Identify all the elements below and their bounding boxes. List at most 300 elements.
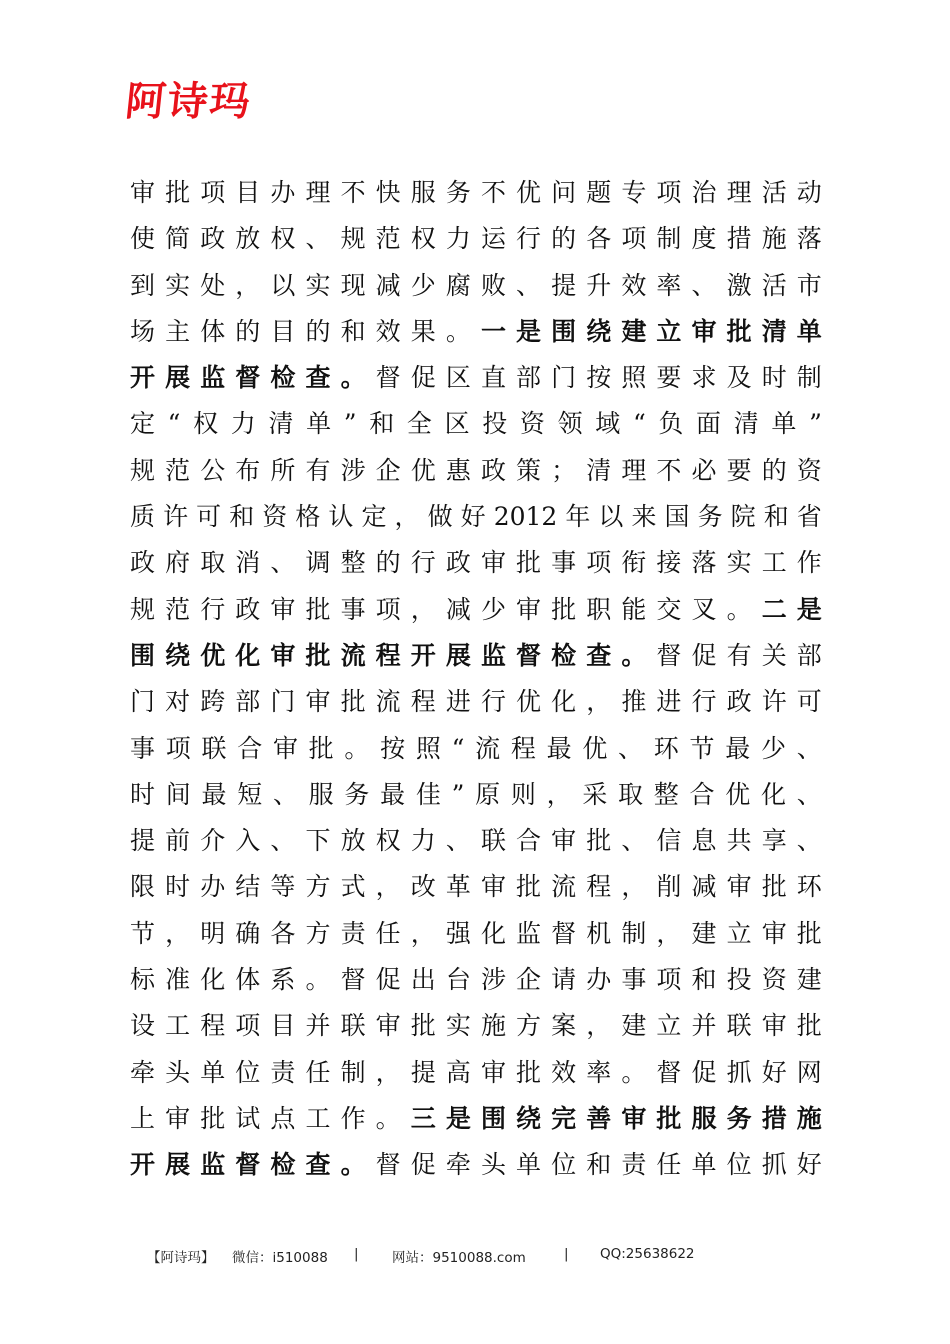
text-glyph: 抓 <box>761 1150 787 1180</box>
text-glyph: 批 <box>516 1057 542 1087</box>
text-glyph: 批 <box>305 594 331 624</box>
text-glyph: 点 <box>270 1103 296 1133</box>
text-glyph: 按 <box>380 733 406 763</box>
text-glyph: ， <box>410 594 436 624</box>
text-glyph: 少 <box>480 594 506 624</box>
text-line <box>130 726 822 772</box>
text-glyph: 最 <box>380 779 406 809</box>
text-glyph: 事 <box>340 594 366 624</box>
text-glyph: 交 <box>656 594 682 624</box>
text-glyph: 限 <box>130 872 156 902</box>
text-glyph: 联 <box>340 1011 366 1041</box>
text-glyph: ， <box>586 687 612 717</box>
text-glyph: 式 <box>340 872 366 902</box>
text-glyph: 并 <box>691 1011 717 1041</box>
text-glyph: 行 <box>516 224 542 254</box>
text-glyph: 消 <box>235 548 261 578</box>
text-glyph: 落 <box>796 224 822 254</box>
text-glyph: 项 <box>656 178 682 207</box>
text-glyph: 准 <box>165 965 191 995</box>
text-glyph: 督 <box>551 918 577 948</box>
text-glyph: 请 <box>551 965 577 995</box>
text-glyph: 的 <box>235 316 261 346</box>
text-glyph: 来 <box>631 502 657 532</box>
text-glyph: ， <box>235 270 261 300</box>
text-glyph: 处 <box>200 270 226 300</box>
text-glyph: 信 <box>656 826 682 856</box>
text-glyph: 院 <box>730 502 756 532</box>
text-glyph: 、 <box>445 826 471 856</box>
text-glyph: 机 <box>586 918 612 948</box>
text-glyph: 化 <box>760 779 786 809</box>
text-glyph: 减 <box>691 872 717 902</box>
text-glyph: 网 <box>796 1057 822 1087</box>
text-glyph: 理 <box>305 178 331 207</box>
text-glyph: 力 <box>230 409 256 439</box>
text-glyph: 责 <box>340 918 366 948</box>
text-glyph: 力 <box>410 826 436 856</box>
text-glyph: 实 <box>305 270 331 300</box>
text-glyph: 的 <box>305 316 331 346</box>
text-glyph: 工 <box>761 548 787 578</box>
text-glyph: 使 <box>130 224 156 254</box>
text-glyph: 责 <box>270 1057 296 1087</box>
text-glyph: 领 <box>557 409 583 439</box>
text-glyph: 制 <box>340 1057 366 1087</box>
text-glyph: 强 <box>445 918 471 948</box>
text-glyph: 头 <box>480 1150 506 1180</box>
text-glyph: 结 <box>235 872 261 902</box>
text-glyph: 设 <box>130 1011 156 1041</box>
text-glyph: 好 <box>796 1150 822 1180</box>
text-glyph: 检 <box>551 640 577 670</box>
text-glyph: 效 <box>551 1057 577 1087</box>
text-glyph: 审 <box>270 640 296 670</box>
text-glyph: 节 <box>689 733 715 763</box>
text-glyph: 牵 <box>445 1150 471 1180</box>
text-glyph: 流 <box>551 872 577 902</box>
text-glyph: 定 <box>361 502 387 532</box>
text-glyph: 标 <box>130 965 156 995</box>
text-glyph: 展 <box>445 640 471 670</box>
text-glyph: 批 <box>726 316 752 346</box>
text-glyph: 不 <box>480 178 506 207</box>
text-glyph: 区 <box>444 409 470 439</box>
text-glyph: 部 <box>516 363 542 393</box>
text-glyph: 、 <box>796 826 822 856</box>
text-glyph: 是 <box>796 594 822 624</box>
text-glyph: 台 <box>445 965 471 995</box>
text-glyph: 行 <box>691 687 717 717</box>
text-glyph: 时 <box>761 363 787 393</box>
text-glyph: 批 <box>200 1103 226 1133</box>
text-glyph: 合 <box>516 826 542 856</box>
text-glyph: 审 <box>270 594 296 624</box>
text-glyph: 单 <box>796 316 822 346</box>
text-glyph: 位 <box>235 1057 261 1087</box>
text-line <box>130 679 822 725</box>
text-glyph: 减 <box>445 594 471 624</box>
text-glyph: 促 <box>410 363 436 393</box>
text-glyph: 问 <box>551 178 577 207</box>
text-glyph: 项 <box>375 594 401 624</box>
text-glyph: 环 <box>796 872 822 902</box>
text-glyph: 和 <box>691 965 717 995</box>
text-glyph: 少 <box>760 733 786 763</box>
text-glyph: 国 <box>664 502 690 532</box>
text-glyph: 审 <box>551 826 577 856</box>
text-glyph: 照 <box>415 733 441 763</box>
text-glyph: 批 <box>410 1011 436 1041</box>
text-glyph: 目 <box>270 316 296 346</box>
text-line <box>130 864 822 910</box>
text-glyph: 单 <box>516 1150 542 1180</box>
text-line <box>130 216 822 262</box>
text-glyph: 办 <box>586 965 612 995</box>
text-glyph: 的 <box>375 548 401 578</box>
text-glyph: 区 <box>445 363 471 393</box>
text-glyph: 监 <box>516 918 542 948</box>
text-line <box>130 772 822 818</box>
text-glyph: 展 <box>165 1150 191 1180</box>
text-glyph: 批 <box>656 1103 682 1133</box>
text-glyph: 做 <box>427 502 453 532</box>
text-glyph: 、 <box>796 779 822 809</box>
text-glyph: ， <box>656 918 682 948</box>
text-glyph: 办 <box>270 178 296 207</box>
text-glyph: 批 <box>308 733 334 763</box>
text-glyph: 行 <box>200 594 226 624</box>
text-line <box>130 355 822 401</box>
text-glyph: 监 <box>200 1150 226 1180</box>
text-glyph: 行 <box>410 548 436 578</box>
text-glyph: 对 <box>165 687 191 717</box>
text-glyph: 入 <box>235 826 261 856</box>
text-glyph: 促 <box>410 1150 436 1180</box>
text-glyph: 投 <box>482 409 508 439</box>
text-glyph: 企 <box>375 455 401 485</box>
text-glyph: “ <box>451 733 465 763</box>
text-glyph: 、 <box>270 548 296 578</box>
text-glyph: 可 <box>196 502 222 532</box>
text-line <box>130 911 822 957</box>
text-glyph: 激 <box>726 270 752 300</box>
text-glyph: 施 <box>761 224 787 254</box>
text-glyph: 整 <box>340 548 366 578</box>
text-glyph: 政 <box>130 548 156 578</box>
text-glyph: 市 <box>796 270 822 300</box>
text-glyph: 佳 <box>415 779 441 809</box>
text-glyph: 工 <box>305 1103 331 1133</box>
text-glyph: 有 <box>305 455 331 485</box>
text-glyph: 建 <box>691 918 717 948</box>
text-glyph: 提 <box>410 1057 436 1087</box>
text-glyph: 绕 <box>165 640 191 670</box>
text-line <box>130 448 822 494</box>
text-glyph: 是 <box>516 316 542 346</box>
text-glyph: 批 <box>516 872 542 902</box>
text-glyph: 化 <box>551 687 577 717</box>
text-glyph: 化 <box>200 965 226 995</box>
text-line <box>130 540 822 586</box>
text-glyph: 好 <box>761 1057 787 1087</box>
text-glyph: 公 <box>200 455 226 485</box>
text-glyph: 高 <box>445 1057 471 1087</box>
text-glyph: 。 <box>726 594 752 624</box>
text-glyph: 合 <box>237 733 263 763</box>
text-glyph: 果 <box>410 316 436 346</box>
text-glyph: 是 <box>445 1103 471 1133</box>
text-glyph: 开 <box>130 1150 156 1180</box>
text-glyph: 削 <box>656 872 682 902</box>
text-glyph: 取 <box>200 548 226 578</box>
text-glyph: 惠 <box>445 455 471 485</box>
text-glyph: 共 <box>726 826 752 856</box>
text-glyph: 审 <box>516 594 542 624</box>
text-glyph: 全 <box>406 409 432 439</box>
brand-logo: 阿诗玛 <box>123 78 255 125</box>
text-glyph: 化 <box>235 640 261 670</box>
text-glyph: 定 <box>130 409 156 439</box>
text-glyph: 联 <box>201 733 227 763</box>
text-glyph: 布 <box>235 455 261 485</box>
document-body <box>130 170 822 1189</box>
text-glyph: 少 <box>410 270 436 300</box>
text-glyph: 和 <box>340 316 366 346</box>
text-glyph: 督 <box>656 1057 682 1087</box>
text-glyph: 最 <box>546 733 572 763</box>
text-glyph: 权 <box>410 224 436 254</box>
text-glyph: 批 <box>340 687 366 717</box>
text-glyph: 涉 <box>340 455 366 485</box>
text-glyph: 体 <box>235 965 261 995</box>
text-glyph: 施 <box>796 1103 822 1133</box>
text-glyph: 批 <box>305 640 331 670</box>
text-glyph: ” <box>451 779 465 809</box>
text-glyph: 、 <box>621 826 647 856</box>
text-glyph: 治 <box>691 178 717 207</box>
footer-qq: QQ:25638622 <box>600 1246 695 1262</box>
text-glyph: 。 <box>621 1057 647 1087</box>
text-glyph: 的 <box>761 455 787 485</box>
text-glyph: 现 <box>340 270 366 300</box>
text-line <box>130 1003 822 1049</box>
text-glyph: 制 <box>621 918 647 948</box>
text-glyph: 清 <box>586 455 612 485</box>
text-glyph: 抓 <box>726 1057 752 1087</box>
text-glyph: 、 <box>516 270 542 300</box>
text-glyph: 跨 <box>200 687 226 717</box>
text-glyph: 批 <box>516 548 542 578</box>
text-glyph: 建 <box>621 316 647 346</box>
text-glyph: 合 <box>689 779 715 809</box>
text-glyph: 政 <box>726 687 752 717</box>
text-glyph: 权 <box>193 409 219 439</box>
text-glyph: 活 <box>761 270 787 300</box>
text-glyph: 好 <box>460 502 486 532</box>
text-glyph: 、 <box>270 826 296 856</box>
text-glyph: 建 <box>621 1011 647 1041</box>
text-glyph: 各 <box>270 918 296 948</box>
text-glyph: 企 <box>516 965 542 995</box>
text-line <box>130 587 822 633</box>
text-glyph: 流 <box>475 733 501 763</box>
text-glyph: “ <box>167 409 181 439</box>
text-glyph: 质 <box>130 502 156 532</box>
text-glyph: 任 <box>656 1150 682 1180</box>
text-glyph: 放 <box>235 224 261 254</box>
text-glyph: 格 <box>295 502 321 532</box>
text-glyph: 牵 <box>130 1057 156 1087</box>
text-glyph: 。 <box>375 1103 401 1133</box>
text-glyph: 展 <box>165 363 191 393</box>
text-glyph: 促 <box>691 640 717 670</box>
text-glyph: 目 <box>270 1011 296 1041</box>
text-glyph: 门 <box>270 687 296 717</box>
text-glyph: 审 <box>480 1057 506 1087</box>
text-glyph: 最 <box>725 733 751 763</box>
footer-wechat: 微信：i510088 <box>232 1250 328 1266</box>
text-glyph: 方 <box>305 872 331 902</box>
text-glyph: 所 <box>270 455 296 485</box>
text-glyph: 、 <box>305 224 331 254</box>
text-glyph: 审 <box>691 316 717 346</box>
text-glyph: 化 <box>480 918 506 948</box>
text-glyph: 提 <box>551 270 577 300</box>
text-glyph: 提 <box>130 826 156 856</box>
text-glyph: 审 <box>621 1103 647 1133</box>
text-glyph: 位 <box>551 1150 577 1180</box>
text-glyph: 省 <box>796 502 822 532</box>
text-glyph: 审 <box>726 872 752 902</box>
text-glyph: 率 <box>656 270 682 300</box>
text-glyph: 和 <box>586 1150 612 1180</box>
text-glyph: 审 <box>165 1103 191 1133</box>
text-glyph: 事 <box>621 965 647 995</box>
text-glyph: 试 <box>235 1103 261 1133</box>
text-glyph: 主 <box>165 316 191 346</box>
text-glyph: 围 <box>480 1103 506 1133</box>
text-glyph: 立 <box>656 316 682 346</box>
text-glyph: 程 <box>375 640 401 670</box>
text-glyph: 专 <box>621 178 647 207</box>
text-glyph: 头 <box>165 1057 191 1087</box>
text-glyph: 措 <box>761 1103 787 1133</box>
text-glyph: 围 <box>551 316 577 346</box>
text-glyph: 投 <box>726 965 752 995</box>
text-glyph: 职 <box>586 594 612 624</box>
text-glyph: 规 <box>340 224 366 254</box>
text-glyph: 不 <box>340 178 366 207</box>
text-glyph: 方 <box>516 1011 542 1041</box>
text-glyph: 最 <box>201 779 227 809</box>
text-glyph: 政 <box>200 224 226 254</box>
text-glyph: 一 <box>480 316 506 346</box>
text-glyph: 有 <box>726 640 752 670</box>
text-glyph: 事 <box>130 733 156 763</box>
text-glyph: 单 <box>771 409 797 439</box>
text-glyph: 等 <box>270 872 296 902</box>
text-line <box>130 401 822 447</box>
text-glyph: 务 <box>344 779 370 809</box>
text-glyph: 单 <box>306 409 332 439</box>
text-glyph: 审 <box>130 178 156 207</box>
text-glyph: 督 <box>375 1150 401 1180</box>
text-glyph: ， <box>546 779 572 809</box>
text-glyph: ， <box>375 872 401 902</box>
text-glyph: ， <box>586 1011 612 1041</box>
text-glyph: 整 <box>653 779 679 809</box>
text-glyph: 。 <box>344 733 370 763</box>
text-glyph: 。 <box>340 363 366 393</box>
text-glyph: 率 <box>586 1057 612 1087</box>
text-glyph: 督 <box>656 640 682 670</box>
text-glyph: 审 <box>375 1011 401 1041</box>
text-glyph: 及 <box>726 363 752 393</box>
text-glyph: 到 <box>130 270 156 300</box>
text-glyph: 范 <box>165 594 191 624</box>
text-glyph: 享 <box>761 826 787 856</box>
text-glyph: 可 <box>796 687 822 717</box>
text-glyph: 程 <box>410 687 436 717</box>
text-glyph: 照 <box>621 363 647 393</box>
text-line <box>130 1142 822 1188</box>
text-glyph: 制 <box>796 363 822 393</box>
text-glyph: 许 <box>761 687 787 717</box>
text-glyph: 作 <box>340 1103 366 1133</box>
text-glyph: 政 <box>445 548 471 578</box>
text-glyph: 域 <box>595 409 621 439</box>
text-glyph: 程 <box>200 1011 226 1041</box>
text-glyph: 调 <box>305 548 331 578</box>
text-glyph: 要 <box>656 363 682 393</box>
text-glyph: 采 <box>582 779 608 809</box>
text-glyph: 各 <box>586 224 612 254</box>
text-glyph: 效 <box>375 316 401 346</box>
text-glyph: 简 <box>165 224 191 254</box>
text-glyph: 查 <box>305 363 331 393</box>
text-glyph: 优 <box>516 178 542 207</box>
text-glyph: 认 <box>328 502 354 532</box>
text-glyph: 不 <box>656 455 682 485</box>
text-glyph: 和 <box>229 502 255 532</box>
text-glyph: 和 <box>369 409 395 439</box>
text-line <box>130 263 822 309</box>
text-glyph: 清 <box>761 316 787 346</box>
text-glyph: 关 <box>761 640 787 670</box>
text-glyph: 程 <box>586 872 612 902</box>
text-glyph: 督 <box>375 363 401 393</box>
text-glyph: 检 <box>270 1150 296 1180</box>
text-glyph: 许 <box>163 502 189 532</box>
text-glyph: 程 <box>510 733 536 763</box>
text-glyph: 督 <box>516 640 542 670</box>
text-glyph: 联 <box>726 1011 752 1041</box>
text-glyph: 门 <box>551 363 577 393</box>
text-glyph: 确 <box>235 918 261 948</box>
text-glyph: 服 <box>410 178 436 207</box>
text-glyph: 前 <box>165 826 191 856</box>
text-glyph: ” <box>809 409 822 439</box>
text-glyph: 行 <box>480 687 506 717</box>
text-glyph: 优 <box>516 687 542 717</box>
text-glyph: 务 <box>445 178 471 207</box>
text-glyph: 度 <box>691 224 717 254</box>
text-glyph: 项 <box>235 1011 261 1041</box>
text-glyph: 优 <box>410 455 436 485</box>
text-glyph: 案 <box>551 1011 577 1041</box>
text-glyph: 减 <box>375 270 401 300</box>
